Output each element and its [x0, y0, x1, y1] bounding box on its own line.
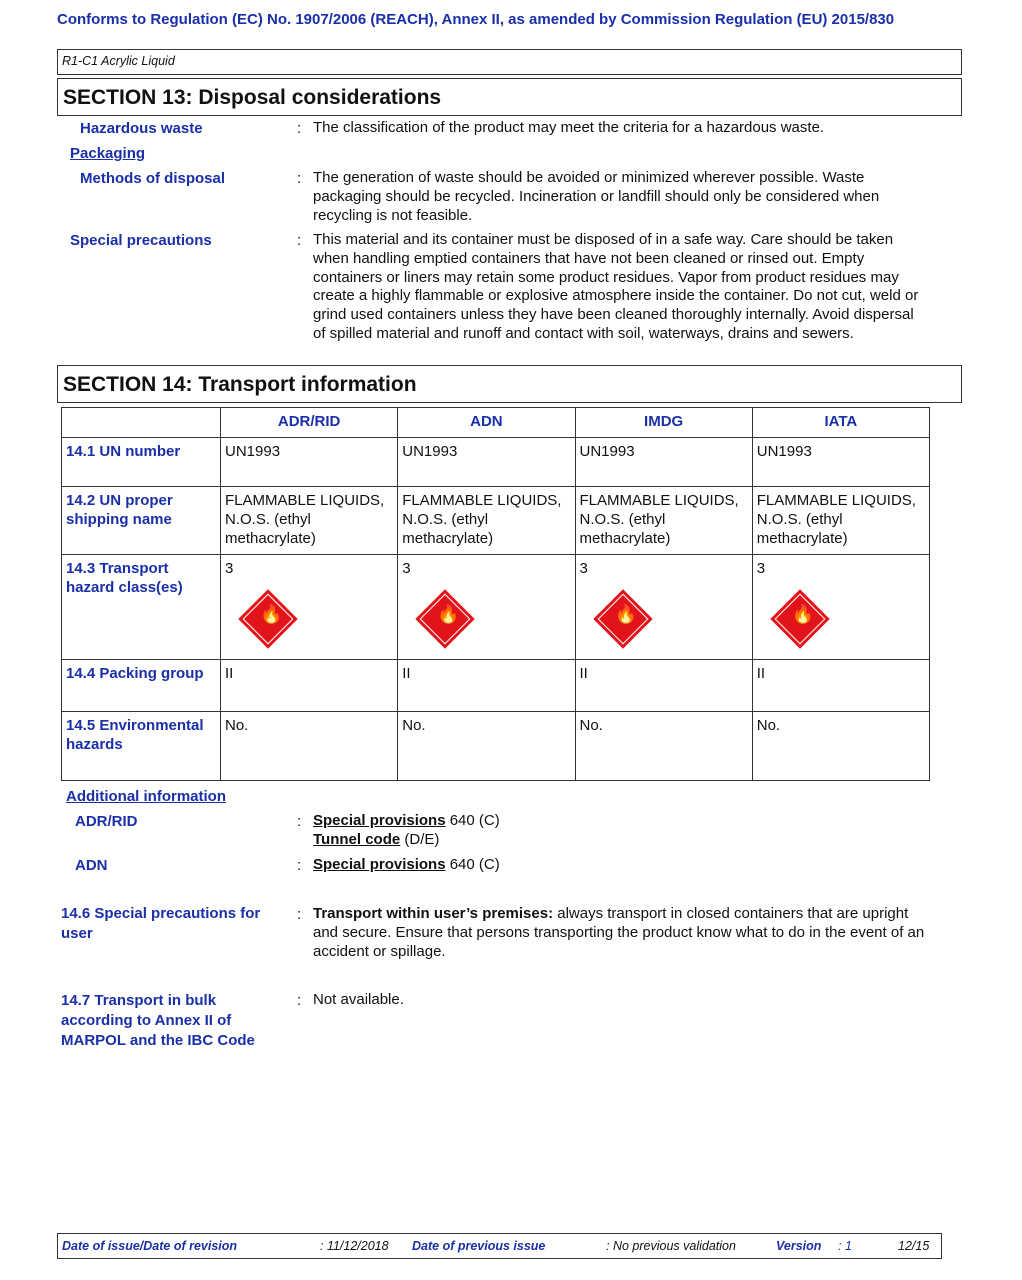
adr-tunnel-code: [313, 831, 928, 850]
table-cell: No.: [398, 712, 575, 781]
hazard-class-value: 3: [225, 560, 234, 577]
special-precautions-user-text: [313, 905, 928, 961]
transport-premises-text: always transport in closed containers that are upright and secure. Ensure that persons transporting the product know what to do in the event of an accident or spillage.: [313, 905, 925, 960]
adn-label: ADN: [75, 857, 108, 874]
page-number: 12/15: [898, 1239, 930, 1253]
table-cell: FLAMMABLE LIQUIDS, N.O.S. (ethyl methacrylate): [752, 487, 929, 555]
col-header-iata: IATA: [752, 408, 929, 438]
previous-issue-value: : No previous validation: [606, 1239, 736, 1253]
table-cell: UN1993: [752, 438, 929, 487]
row-label: 14.1 UN number: [62, 438, 221, 487]
section-13-title: SECTION 13: Disposal considerations: [57, 78, 962, 116]
hazardous-waste-text: The classification of the product may meet the criteria for a hazardous waste.: [313, 119, 825, 136]
row-label: 14.2 UN proper shipping name: [62, 487, 221, 555]
flame-icon: 🔥: [437, 604, 460, 624]
table-cell: No.: [221, 712, 398, 781]
previous-issue-label: Date of previous issue: [412, 1239, 546, 1253]
col-header-imdg: IMDG: [575, 408, 752, 438]
table-cell: II: [752, 660, 929, 712]
special-precautions-user-label: 14.6 Special precautions for user: [61, 905, 261, 942]
version-label: Version: [776, 1239, 822, 1253]
table-cell: [398, 555, 575, 660]
special-provisions-label: Special provisions: [313, 856, 446, 873]
table-cell: FLAMMABLE LIQUIDS, N.O.S. (ethyl methacrylate): [221, 487, 398, 555]
tunnel-code-value: (D/E): [404, 831, 440, 848]
methods-label: Methods of disposal: [80, 170, 226, 187]
additional-information-label: Additional information: [66, 788, 226, 805]
colon: :: [297, 170, 302, 187]
transport-table: [61, 407, 930, 781]
flammable-liquid-class-3-icon: [239, 590, 299, 650]
table-row: [62, 660, 930, 712]
adr-special-provisions: [313, 812, 928, 831]
table-cell: FLAMMABLE LIQUIDS, N.O.S. (ethyl methacrylate): [398, 487, 575, 555]
special-provisions-value: 640 (C): [449, 812, 500, 829]
flame-icon: 🔥: [791, 604, 815, 624]
adn-special-provisions: [313, 856, 928, 875]
table-cell: [752, 555, 929, 660]
table-cell: No.: [752, 712, 929, 781]
colon: :: [297, 992, 302, 1009]
hazardous-waste-label: Hazardous waste: [80, 120, 203, 137]
version-value: : 1: [838, 1239, 852, 1253]
flame-icon: 🔥: [614, 604, 637, 624]
colon: :: [297, 813, 302, 830]
colon: :: [297, 857, 302, 874]
col-header-adn: ADN: [398, 408, 575, 438]
special-precautions-text: This material and its container must be disposed of in a safe way. Care should be taken when handling emptied containers that have not been cleaned or rinsed out. Empty containers or liners may retain some product residues. Vapor from product residues may create a highly flammable or explosive atmosphere inside the container. Do not cut, weld or grind used containers unless they have been cleaned thoroughly internally. Avoid dispersal of spilled material and runoff and contact with soil, waterways, drains and sewers.: [313, 231, 919, 342]
row-label: 14.5 Environmental hazards: [62, 712, 221, 781]
table-row: [62, 487, 930, 555]
footer: [57, 1233, 942, 1259]
row-label: 14.4 Packing group: [62, 660, 221, 712]
row-label: 14.3 Transport hazard class(es): [62, 555, 221, 660]
flame-icon: 🔥: [260, 604, 283, 624]
hazard-class-value: 3: [756, 560, 766, 577]
colon: :: [297, 906, 302, 923]
packaging-label: Packaging: [70, 145, 146, 162]
col-header-adr: ADR/RID: [221, 408, 398, 438]
table-corner: [62, 408, 221, 438]
transport-bulk-label: 14.7 Transport in bulk according to Annex II of MARPOL and the IBC Code: [61, 992, 255, 1049]
flammable-liquid-class-3-icon: [594, 590, 654, 650]
regulation-header: Conforms to Regulation (EC) No. 1907/2006 (REACH), Annex II, as amended by Commission Regulation (EU) 2015/830: [57, 11, 895, 28]
colon: :: [297, 232, 302, 249]
table-row: [62, 712, 930, 781]
table-cell: No.: [575, 712, 752, 781]
table-row: [62, 438, 930, 487]
flammable-liquid-class-3-icon: [416, 590, 476, 650]
adr-rid-label: ADR/RID: [75, 813, 138, 830]
special-provisions-label: Special provisions: [313, 812, 446, 829]
table-cell: UN1993: [221, 438, 398, 487]
table-cell: [575, 555, 752, 660]
table-cell: UN1993: [398, 438, 575, 487]
special-provisions-value: 640 (C): [449, 856, 500, 873]
table-cell: II: [575, 660, 752, 712]
product-name: R1-C1 Acrylic Liquid: [57, 49, 962, 75]
table-row: [62, 555, 930, 660]
hazard-class-value: 3: [402, 560, 411, 577]
table-cell: II: [398, 660, 575, 712]
issue-date-label: Date of issue/Date of revision: [62, 1239, 238, 1253]
table-cell: II: [221, 660, 398, 712]
special-precautions-label: Special precautions: [70, 232, 212, 249]
hazard-class-value: 3: [579, 560, 588, 577]
transport-premises-label: Transport within user’s premises:: [313, 905, 554, 922]
issue-date-value: : 11/12/2018: [320, 1239, 389, 1253]
section-14-title: SECTION 14: Transport information: [57, 365, 962, 403]
transport-bulk-text: Not available.: [313, 991, 404, 1008]
table-cell: [221, 555, 398, 660]
methods-text: The generation of waste should be avoided or minimized wherever possible. Waste packaging should be recycled. Incineration or landfill should only be considered when recycling is not feasible.: [313, 169, 880, 224]
colon: :: [297, 120, 302, 137]
table-cell: UN1993: [575, 438, 752, 487]
table-cell: FLAMMABLE LIQUIDS, N.O.S. (ethyl methacrylate): [575, 487, 752, 555]
flammable-liquid-class-3-icon: [771, 590, 831, 650]
tunnel-code-label: Tunnel code: [313, 831, 401, 848]
